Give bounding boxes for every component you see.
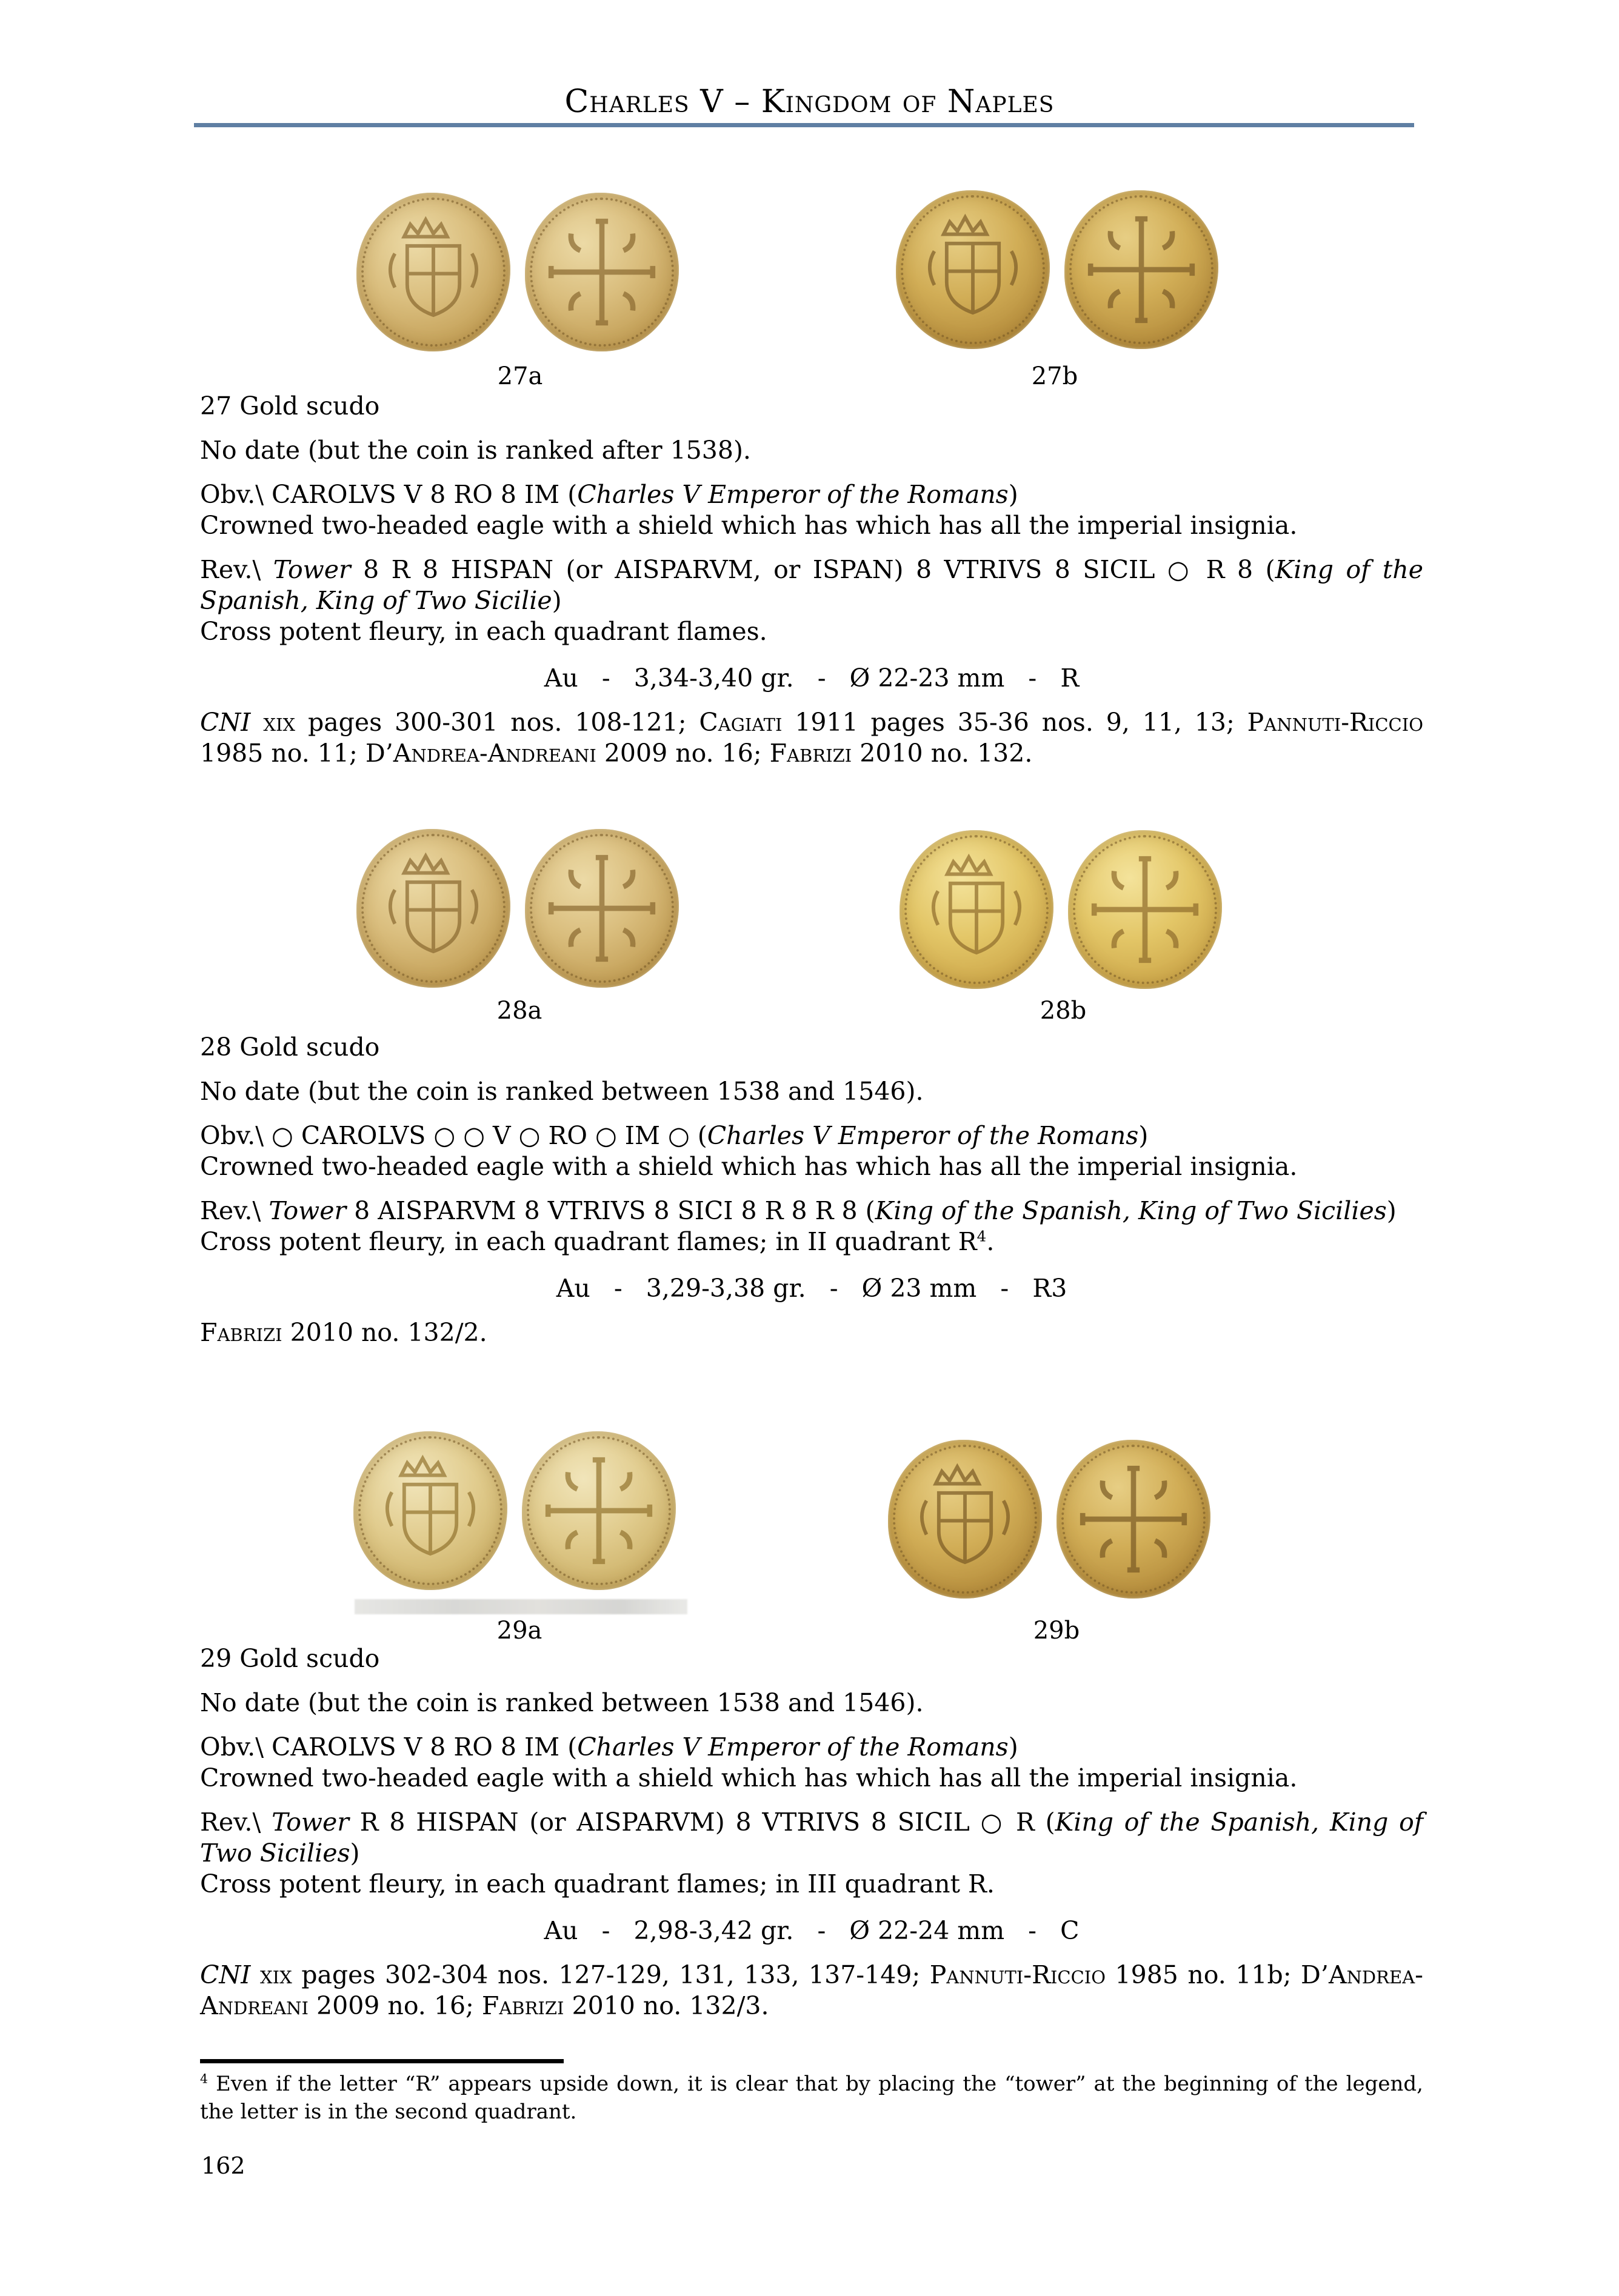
coin-obverse-photo: [356, 193, 510, 351]
page-header: Charles V – Kingdom of Naples: [564, 84, 1055, 120]
entry-references: CNI xix pages 300-301 nos. 108-121; Cagiati 1911 pages 35-36 nos. 9, 11, 13; Pannuti-Riccio 1985 no. 11; D’Andrea-Andreani 2009 no. 16; Fabrizi 2010 no. 132.: [200, 708, 1423, 768]
figure-label-29a: 29a: [496, 1617, 542, 1645]
coin-obverse-photo: [896, 190, 1050, 349]
crowned-shield-icon: [353, 1431, 507, 1590]
entry-reverse-description: Cross potent fleury, in each quadrant flames.: [200, 617, 767, 646]
entry-title: 29 Gold scudo: [200, 1644, 380, 1673]
crowned-shield-icon: [356, 193, 510, 351]
entry-references: CNI xix pages 302-304 nos. 127-129, 131, 133, 137-149; Pannuti-Riccio 1985 no. 11b; D’Andrea-Andreani 2009 no. 16; Fabrizi 2010 no. 132/3.: [200, 1960, 1423, 2020]
entry-reverse-legend: Rev.\ Tower 8 AISPARVM 8 VTRIVS 8 SICI 8 R 8 R 8 (King of the Spanish, King of Two Sicilies): [200, 1196, 1397, 1225]
figure-label-27a: 27a: [497, 362, 543, 390]
footnote-marker: 4: [200, 2071, 208, 2086]
entry-reverse-description: Cross potent fleury, in each quadrant flames; in III quadrant R.: [200, 1869, 995, 1898]
coin-reverse-photo: [1057, 1440, 1210, 1599]
cross-fleury-icon: [525, 193, 679, 351]
cross-fleury-icon: [1057, 1440, 1210, 1599]
entry-obverse-description: Crowned two-headed eagle with a shield which has which has all the imperial insignia.: [200, 1152, 1298, 1181]
coin-photo-pair-28a: [356, 829, 679, 988]
entry-date-line: No date (but the coin is ranked between 1538 and 1546).: [200, 1688, 924, 1717]
crowned-shield-icon: [356, 829, 510, 988]
footnote: [200, 2070, 1423, 2126]
coin-reverse-photo: [522, 1431, 676, 1590]
coin-photo-pair-27b: [896, 190, 1218, 349]
entry-specs-line: Au - 2,98-3,42 gr. - Ø 22-24 mm - C: [544, 1916, 1080, 1945]
entry-obverse-description: Crowned two-headed eagle with a shield which has which has all the imperial insignia.: [200, 511, 1298, 540]
catalog-entry-28: [200, 1032, 1423, 1348]
figure-label-29b: 29b: [1033, 1617, 1080, 1645]
entry-obverse-legend: Obv.\ CAROLVS V 8 RO 8 IM (Charles V Emperor of the Romans): [200, 1732, 1018, 1762]
coin-reverse-photo: [1068, 830, 1222, 989]
entry-obverse-description: Crowned two-headed eagle with a shield which has which has all the imperial insignia.: [200, 1763, 1298, 1792]
crowned-shield-icon: [896, 190, 1050, 349]
catalog-entry-27: [200, 391, 1423, 769]
footnote-text: Even if the letter “R” appears upside down, it is clear that by placing the “tower” at the beginning of the legend, the letter is in the second quadrant.: [200, 2072, 1423, 2124]
entry-title: 28 Gold scudo: [200, 1033, 380, 1062]
figure-label-28a: 28a: [496, 997, 542, 1025]
photo-caption-artifact: [355, 1599, 687, 1614]
coin-obverse-photo: [353, 1431, 507, 1590]
coin-obverse-photo: [900, 830, 1053, 989]
coin-reverse-photo: [525, 829, 679, 988]
footnote-reference: 4: [976, 1227, 987, 1245]
page-number: 162: [201, 2152, 245, 2179]
coin-obverse-photo: [888, 1440, 1042, 1599]
coin-obverse-photo: [356, 829, 510, 988]
entry-obverse-legend: Obv.\ CAROLVS V 8 RO 8 IM (Charles V Emperor of the Romans): [200, 480, 1018, 509]
coin-photo-pair-28b: [900, 830, 1222, 989]
coin-photo-pair-27a: [356, 193, 679, 351]
figure-label-28b: 28b: [1040, 997, 1087, 1025]
coin-reverse-photo: [1064, 190, 1218, 349]
coin-photo-pair-29a: [353, 1431, 676, 1590]
entry-title: 27 Gold scudo: [200, 391, 380, 421]
coin-reverse-photo: [525, 193, 679, 351]
header-divider: [194, 123, 1414, 127]
entry-reverse-legend: Rev.\ Tower 8 R 8 HISPAN (or AISPARVM, or ISPAN) 8 VTRIVS 8 SICIL ○ R 8 (King of the Spanish, King of Two Sicilie): [200, 555, 1424, 615]
crowned-shield-icon: [888, 1440, 1042, 1599]
figure-label-27b: 27b: [1031, 362, 1078, 390]
entry-date-line: No date (but the coin is ranked between 1538 and 1546).: [200, 1077, 924, 1106]
entry-references: Fabrizi 2010 no. 132/2.: [200, 1318, 487, 1347]
entry-reverse-description: Cross potent fleury, in each quadrant flames; in II quadrant R$^4$.: [200, 1227, 995, 1256]
entry-obverse-legend: Obv.\ ○ CAROLVS ○ ○ V ○ RO ○ IM ○ (Charles V Emperor of the Romans): [200, 1121, 1149, 1150]
entry-specs-line: Au - 3,29-3,38 gr. - Ø 23 mm - R3: [556, 1274, 1067, 1303]
entry-date-line: No date (but the coin is ranked after 1538).: [200, 436, 751, 465]
crowned-shield-icon: [900, 830, 1053, 989]
coin-photo-pair-29b: [888, 1440, 1210, 1599]
entry-specs-line: Au - 3,34-3,40 gr. - Ø 22-23 mm - R: [544, 664, 1080, 693]
catalog-entry-29: [200, 1643, 1423, 2021]
footnote-separator: [200, 2059, 564, 2063]
entry-reverse-legend: Rev.\ Tower R 8 HISPAN (or AISPARVM) 8 VTRIVS 8 SICIL ○ R (King of the Spanish, King of Two Sicilies): [200, 1808, 1423, 1868]
cross-fleury-icon: [1068, 830, 1222, 989]
cross-fleury-icon: [1064, 190, 1218, 349]
cross-fleury-icon: [525, 829, 679, 988]
cross-fleury-icon: [522, 1431, 676, 1590]
